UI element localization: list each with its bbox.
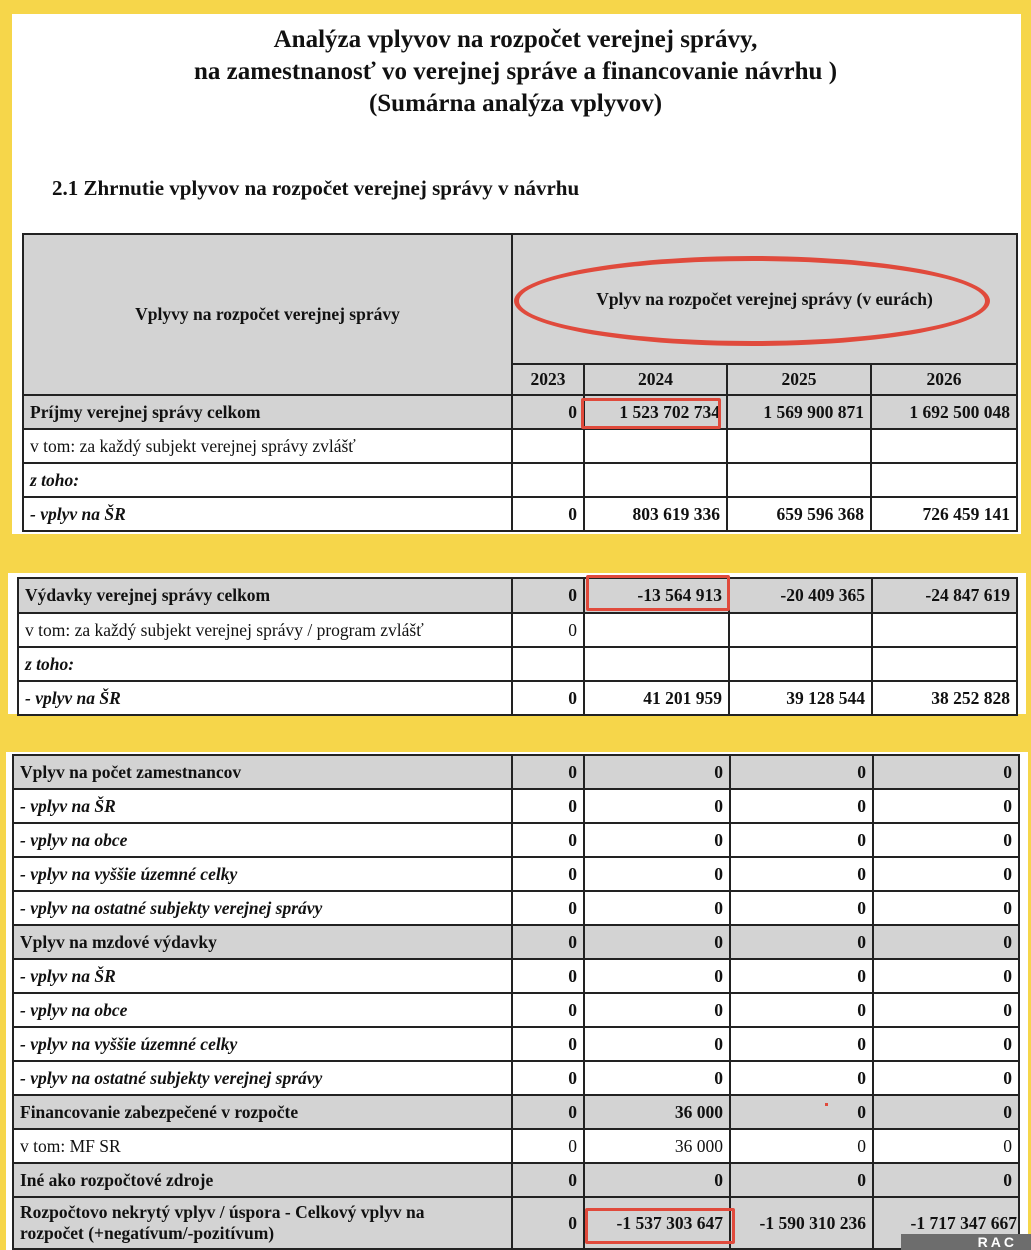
row-label [13,1197,512,1249]
value-cell: 0 [873,891,1019,925]
value-cell [512,463,584,497]
highlight-box [581,398,721,429]
table-row [13,1197,1019,1249]
value-cell: 0 [512,1027,584,1061]
document-title-line-2: na zamestnanosť vo verejnej správe a financovanie návrhu ) [193,58,838,85]
value-cell: 726 459 141 [871,497,1017,531]
value-cell: 0 [730,959,873,993]
value-cell [871,429,1017,463]
table-row [13,1061,1019,1095]
value-cell: 1 692 500 048 [871,395,1017,429]
value-cell: 0 [730,823,873,857]
value-cell: 0 [584,959,730,993]
year-header: 2023 [512,364,584,395]
value-cell: 38 252 828 [872,681,1017,715]
value-cell: 0 [873,857,1019,891]
value-cell [584,429,727,463]
table-row [13,891,1019,925]
row-label: - vplyv na ŠR [18,681,512,715]
value-cell: 0 [584,755,730,789]
row-label: z toho: [23,463,512,497]
value-cell: 0 [873,823,1019,857]
value-cell: 1 569 900 871 [727,395,871,429]
expense-table [17,577,1018,716]
value-cell: 36 000 [584,1095,730,1129]
value-cell: 0 [512,993,584,1027]
table-row [13,959,1019,993]
value-cell: 0 [730,1129,873,1163]
value-cell: 0 [512,613,584,647]
row-label-line-2: rozpočet (+negatívum/-pozitívum) [20,1223,275,1243]
table-row [18,613,1017,647]
value-cell: 0 [873,789,1019,823]
group-header: Vplyv na rozpočet verejnej správy (v eurách) [512,234,1017,364]
row-label: - vplyv na ostatné subjekty verejnej správy [13,1061,512,1095]
value-cell: 0 [584,823,730,857]
value-cell: 0 [512,755,584,789]
value-cell: 0 [873,993,1019,1027]
value-cell: -1 717 347 667 [873,1197,1019,1249]
highlight-ellipse [514,256,990,346]
value-cell: 0 [512,857,584,891]
table-row [13,993,1019,1027]
table-row [13,789,1019,823]
value-cell [871,463,1017,497]
table-row [13,1129,1019,1163]
value-cell: 0 [512,1061,584,1095]
value-cell [584,647,729,681]
table-row [13,925,1019,959]
value-cell [729,613,872,647]
value-cell: 0 [584,993,730,1027]
value-cell: 659 596 368 [727,497,871,531]
red-mark [825,1103,828,1106]
value-cell: 0 [512,1129,584,1163]
value-cell: 0 [730,755,873,789]
table-row [23,395,1017,429]
row-label: - vplyv na obce [13,823,512,857]
row-label: - vplyv na vyššie územné celky [13,857,512,891]
table-row [13,1095,1019,1129]
value-cell: 0 [873,1027,1019,1061]
table-row [13,1163,1019,1197]
year-header: 2026 [871,364,1017,395]
table-row [18,578,1017,613]
value-cell [729,647,872,681]
row-label: z toho: [18,647,512,681]
value-cell: 0 [873,1061,1019,1095]
row-label: - vplyv na ostatné subjekty verejnej správy [13,891,512,925]
value-cell: 0 [584,1163,730,1197]
value-cell [584,613,729,647]
value-cell: 39 128 544 [729,681,872,715]
value-cell [512,647,584,681]
highlight-box [586,575,730,611]
value-cell: 0 [730,857,873,891]
section-heading: 2.1 Zhrnutie vplyvov na rozpočet verejnej správy v návrhu [52,176,580,200]
value-cell: 0 [512,1197,584,1249]
value-cell: 0 [730,789,873,823]
value-cell: 0 [873,1129,1019,1163]
year-header: 2025 [727,364,871,395]
value-cell [584,463,727,497]
table-row [13,857,1019,891]
value-cell [727,463,871,497]
row-label: Financovanie zabezpečené v rozpočte [13,1095,512,1129]
value-cell: 41 201 959 [584,681,729,715]
row-label: Výdavky verejnej správy celkom [18,578,512,613]
value-cell: 0 [873,1163,1019,1197]
row-label-header: Vplyvy na rozpočet verejnej správy [23,234,512,395]
value-cell: 0 [873,925,1019,959]
value-cell: 0 [584,1027,730,1061]
value-cell: 0 [730,1163,873,1197]
value-cell: 0 [730,1061,873,1095]
highlight-box [585,1208,735,1244]
value-cell: 0 [584,789,730,823]
value-cell: -20 409 365 [729,578,872,613]
value-cell: 0 [512,1163,584,1197]
value-cell: -24 847 619 [872,578,1017,613]
row-label: - vplyv na obce [13,993,512,1027]
value-cell: 0 [584,891,730,925]
year-header: 2024 [584,364,727,395]
value-cell: 0 [584,925,730,959]
value-cell: 0 [512,959,584,993]
table-row [23,497,1017,531]
value-cell: 0 [512,891,584,925]
value-cell: -13 564 913 [584,578,729,613]
value-cell [727,429,871,463]
value-cell: 36 000 [584,1129,730,1163]
table-row [18,647,1017,681]
corner-watermark: RAC [901,1234,1031,1250]
value-cell [512,429,584,463]
value-cell: 0 [512,578,584,613]
value-cell [872,613,1017,647]
row-label: v tom: MF SR [13,1129,512,1163]
row-label: - vplyv na ŠR [13,789,512,823]
value-cell: 0 [512,789,584,823]
table-row [13,823,1019,857]
table-row [13,1027,1019,1061]
value-cell: 0 [584,857,730,891]
value-cell: 0 [584,1061,730,1095]
row-label: v tom: za každý subjekt verejnej správy / program zvlášť [18,613,512,647]
value-cell: 0 [512,1095,584,1129]
value-cell: -1 537 303 647 [584,1197,730,1249]
value-cell: 0 [730,1095,873,1129]
value-cell: 0 [730,925,873,959]
value-cell: 0 [730,891,873,925]
document-title-line-3: (Sumárna analýza vplyvov) [368,90,663,117]
row-label: Iné ako rozpočtové zdroje [13,1163,512,1197]
value-cell: 803 619 336 [584,497,727,531]
table-row [23,463,1017,497]
value-cell: 0 [512,497,584,531]
value-cell: -1 590 310 236 [730,1197,873,1249]
value-cell: 0 [512,395,584,429]
value-cell [872,647,1017,681]
table-row [23,429,1017,463]
row-label: - vplyv na ŠR [23,497,512,531]
row-label: - vplyv na vyššie územné celky [13,1027,512,1061]
value-cell: 1 523 702 734 [584,395,727,429]
value-cell: 0 [730,993,873,1027]
value-cell: 0 [873,755,1019,789]
table-row [13,755,1019,789]
row-label: Príjmy verejnej správy celkom [23,395,512,429]
value-cell: 0 [730,1027,873,1061]
table-row [18,681,1017,715]
row-label-line-1: Rozpočtovo nekrytý vplyv / úspora - Celkový vplyv na [20,1202,425,1222]
impact-table [12,754,1020,1250]
value-cell: 0 [512,823,584,857]
row-label: Vplyv na počet zamestnancov [13,755,512,789]
value-cell: 0 [512,681,584,715]
row-label: v tom: za každý subjekt verejnej správy zvlášť [23,429,512,463]
row-label: Vplyv na mzdové výdavky [13,925,512,959]
value-cell: 0 [873,959,1019,993]
value-cell: 0 [873,1095,1019,1129]
document-title-line-1: Analýza vplyvov na rozpočet verejnej správy, [273,26,758,53]
row-label: - vplyv na ŠR [13,959,512,993]
value-cell: 0 [512,925,584,959]
